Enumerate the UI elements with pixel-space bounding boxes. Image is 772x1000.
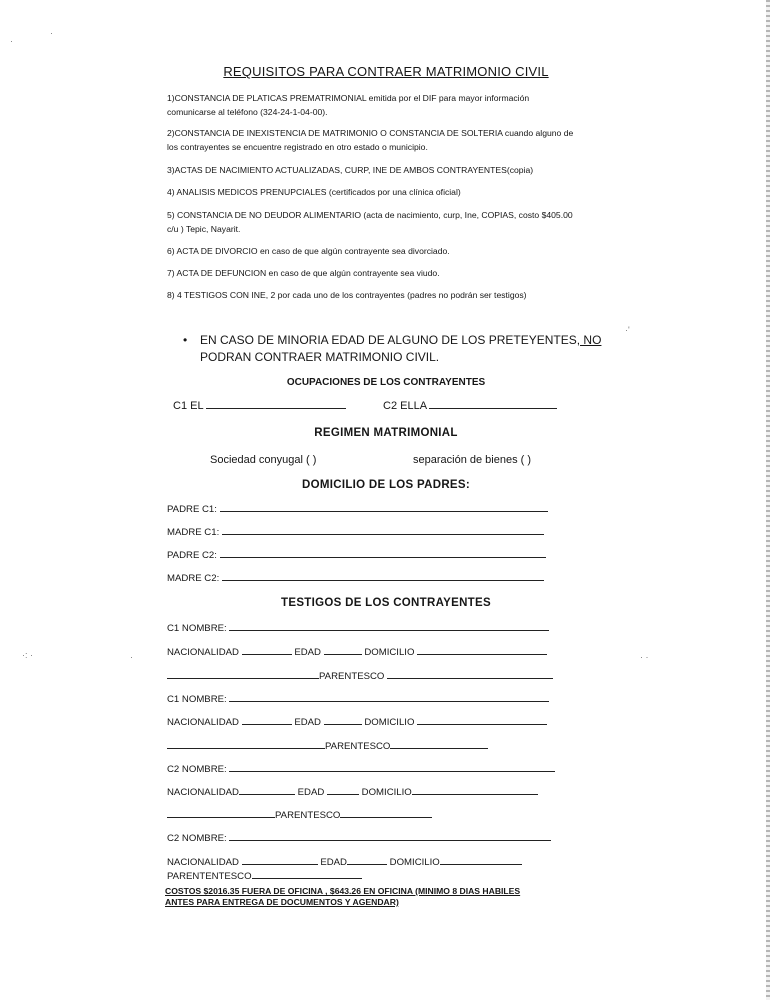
parent-row-madre-c2: MADRE C2:	[167, 573, 544, 584]
age-line[interactable]	[324, 723, 362, 725]
parents-heading: DOMICILIO DE LOS PADRES:	[302, 479, 470, 491]
address-line[interactable]	[417, 723, 547, 725]
scan-speck: ·	[130, 652, 133, 662]
scan-edge-border	[766, 0, 770, 1000]
costs-note: COSTOS $2016.35 FUERA DE OFICINA , $643.26 EN OFICINA (MINIMO 8 DIAS HABILES ANTES PARA ENTREGA DE DOCUMENTOS Y AGENDAR)	[165, 886, 521, 907]
document-title: REQUISITOS PARA CONTRAER MATRIMONIO CIVIL	[223, 64, 549, 79]
requirement-item: 8) 4 TESTIGOS CON INE, 2 por cada uno de los contrayentes (padres no podrán ser testigos)	[167, 290, 527, 300]
witness-details-row: NACIONALIDAD EDAD DOMICILIO	[167, 647, 547, 658]
regime-option-separacion[interactable]: separación de bienes ( )	[413, 454, 532, 466]
witness-details-row: NACIONALIDAD EDAD DOMICILIO	[167, 787, 538, 798]
scan-speck: · ·	[640, 652, 649, 662]
scan-speck: ·	[50, 28, 53, 38]
parent-line[interactable]	[222, 579, 544, 581]
note-text: EN CASO DE MINORIA EDAD DE ALGUNO DE LOS PRETEYENTES, NO PODRAN CONTRAER MATRIMONIO CIVIL.	[200, 333, 602, 364]
bullet-icon: •	[183, 333, 188, 347]
regime-heading: REGIMEN MATRIMONIAL	[314, 427, 458, 439]
address-line[interactable]	[412, 793, 538, 795]
age-line[interactable]	[347, 863, 387, 865]
witness-relationship-row: PARENTESCO	[167, 741, 488, 752]
nationality-line[interactable]	[239, 793, 295, 795]
nationality-line[interactable]	[242, 653, 292, 655]
address-line[interactable]	[440, 863, 522, 865]
witness-details-row: NACIONALIDAD EDAD DOMICILIO	[167, 857, 522, 868]
witness-name-line[interactable]	[229, 700, 549, 702]
relationship-prefix-line[interactable]	[167, 816, 275, 818]
age-line[interactable]	[324, 653, 362, 655]
witness-name-row: C2 NOMBRE:	[167, 833, 551, 844]
occupation-c2-line[interactable]	[429, 407, 557, 409]
parent-row-padre-c2: PADRE C2:	[167, 550, 546, 561]
relationship-prefix-line[interactable]	[167, 677, 319, 679]
witnesses-heading: TESTIGOS DE LOS CONTRAYENTES	[281, 597, 491, 609]
witness-name-line[interactable]	[229, 770, 555, 772]
relationship-line[interactable]	[252, 877, 362, 879]
scan-speck: ·	[10, 36, 13, 46]
witness-name-row: C1 NOMBRE:	[167, 694, 549, 705]
relationship-line[interactable]	[340, 816, 432, 818]
witness-name-line[interactable]	[229, 629, 549, 631]
requirement-item: 3)ACTAS DE NACIMIENTO ACTUALIZADAS, CURP, INE DE AMBOS CONTRAYENTES(copia)	[167, 165, 534, 175]
witness-name-line[interactable]	[229, 839, 551, 841]
requirement-item: 6) ACTA DE DIVORCIO en caso de que algún contrayente sea divorciado.	[167, 246, 450, 256]
scan-speck: ·'	[625, 325, 630, 335]
parent-row-padre-c1: PADRE C1:	[167, 504, 548, 515]
requirement-item: 2)CONSTANCIA DE INEXISTENCIA DE MATRIMONIO O CONSTANCIA DE SOLTERIA cuando alguno de los contrayentes se encuentre registrado en otro estado o municipio.	[167, 128, 574, 152]
witness-details-row: NACIONALIDAD EDAD DOMICILIO	[167, 717, 547, 728]
relationship-line[interactable]	[387, 677, 553, 679]
requirement-item: 4) ANALISIS MEDICOS PRENUPCIALES (certificados por una clínica oficial)	[167, 187, 461, 197]
witness-name-row: C2 NOMBRE:	[167, 764, 555, 775]
requirement-item: 1)CONSTANCIA DE PLATICAS PREMATRIMONIAL emitida por el DIF para mayor información comunicarse al teléfono (324-24-1-04-00).	[167, 93, 530, 117]
relationship-line[interactable]	[390, 747, 488, 749]
occupation-c2-field: C2 ELLA	[383, 400, 557, 412]
relationship-prefix-line[interactable]	[167, 747, 325, 749]
requirement-item: 5) CONSTANCIA DE NO DEUDOR ALIMENTARIO (acta de nacimiento, curp, Ine, COPIAS, costo $405.00 c/u ) Tepic, Nayarit.	[167, 210, 573, 234]
witness-name-row: C1 NOMBRE:	[167, 623, 549, 634]
address-line[interactable]	[417, 653, 547, 655]
nationality-line[interactable]	[242, 723, 292, 725]
requirement-item: 7) ACTA DE DEFUNCION en caso de que algún contrayente sea viudo.	[167, 268, 440, 278]
parent-line[interactable]	[222, 533, 544, 535]
parent-line[interactable]	[220, 510, 548, 512]
age-line[interactable]	[327, 793, 359, 795]
regime-option-sociedad[interactable]: Sociedad conyugal ( )	[210, 454, 317, 466]
witness-relationship-row: PARENTENTESCO	[167, 871, 362, 882]
occupations-heading: OCUPACIONES DE LOS CONTRAYENTES	[286, 377, 486, 388]
witness-relationship-row: PARENTESCO	[167, 671, 553, 682]
scan-speck: ·: ·	[22, 650, 33, 660]
occupation-c1-field: C1 EL	[173, 400, 346, 412]
witness-relationship-row: PARENTESCO	[167, 810, 432, 821]
nationality-line[interactable]	[242, 863, 318, 865]
parent-row-madre-c1: MADRE C1:	[167, 527, 544, 538]
occupation-c1-line[interactable]	[206, 407, 346, 409]
parent-line[interactable]	[220, 556, 546, 558]
